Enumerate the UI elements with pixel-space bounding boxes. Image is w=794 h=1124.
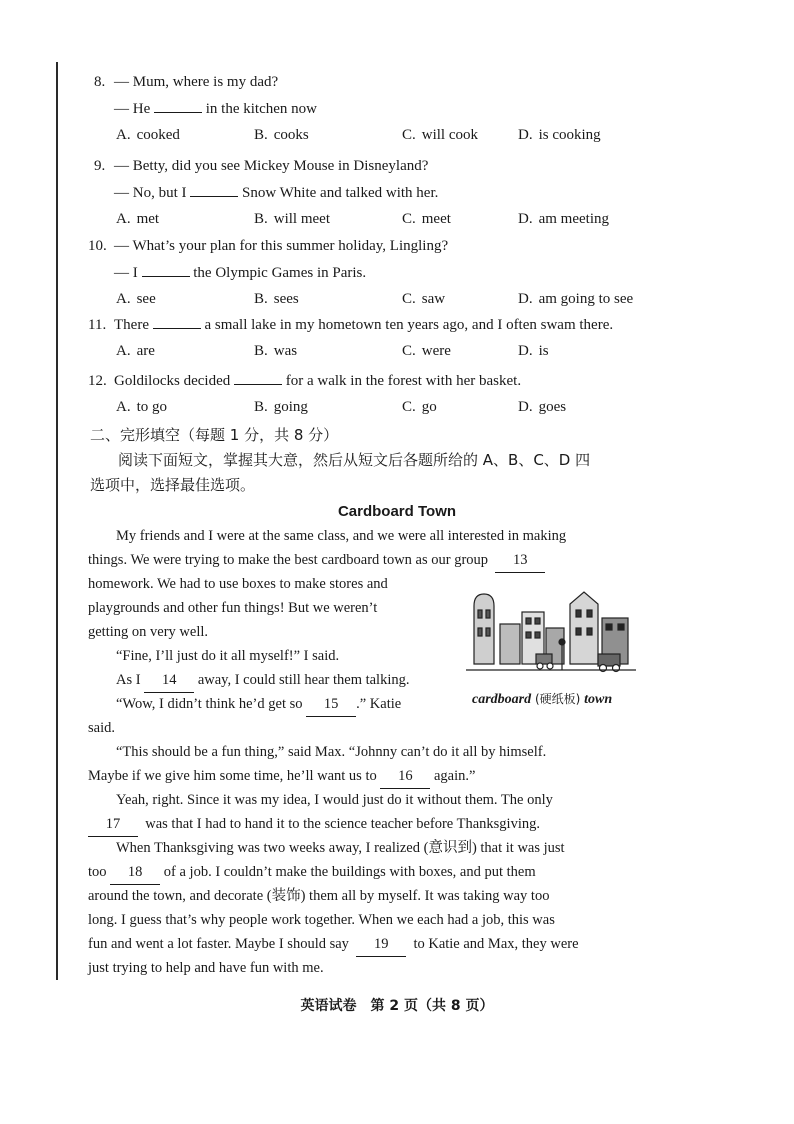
illustration-caption: cardboard (硬纸板) town (472, 692, 613, 707)
option-b: B. sees (254, 291, 299, 307)
option-c: C. were (402, 343, 451, 359)
blank-13: 13 (495, 548, 545, 573)
answer-blank (154, 98, 202, 113)
option-b: B. will meet (254, 211, 331, 227)
question-text: There (114, 317, 153, 333)
option-d: D. is (518, 343, 549, 359)
cardboard-town-illustration (466, 584, 636, 674)
passage-line: “Wow, I didn’t think he’d get so 15 .” Katie (116, 692, 401, 717)
option-a: A. see (116, 291, 156, 307)
question-text: the Olympic Games in Paris. (189, 265, 367, 281)
answer-blank (234, 370, 282, 385)
passage-line: too 18 of a job. I couldn’t make the buildings with boxes, and put them (88, 860, 536, 885)
passage-line: 17 was that I had to hand it to the science teacher before Thanksgiving. (88, 812, 540, 837)
passage-line: Yeah, right. Since it was my idea, I would just do it without them. The only (116, 792, 553, 808)
passage-line: My friends and I were at the same class, and we were all interested in making (116, 528, 567, 544)
passage-line: As I 14 away, I could still hear them talking. (116, 668, 410, 693)
option-a: A. are (116, 343, 155, 359)
page-footer: 英语试卷 第 2 页（共 8 页） (300, 998, 494, 1014)
question-text: — No, but I (114, 185, 191, 201)
option-b: B. cooks (254, 127, 309, 143)
question-8 (94, 72, 654, 147)
options-row (94, 125, 654, 147)
blank-16: 16 (380, 764, 430, 789)
passage-line: fun and went a lot faster. Maybe I should say 19 to Katie and Max, they were (88, 932, 579, 957)
passage-line: homework. We had to use boxes to make stores and (88, 576, 388, 592)
option-c: C. will cook (402, 127, 479, 143)
instruction-line: 阅读下面短文，掌握其大意，然后从短文后各题所给的 A、B、C、D 四 (118, 451, 591, 469)
question-text: for a walk in the forest with her basket. (281, 373, 522, 389)
question-10 (88, 236, 648, 311)
question-text: — I (114, 265, 142, 281)
blank-19: 19 (356, 932, 406, 957)
passage-line: When Thanksgiving was two weeks away, I realized (意识到) that it was just (116, 840, 565, 856)
passage-line: playgrounds and other fun things! But we weren’t (88, 600, 378, 616)
option-a: A. cooked (116, 127, 180, 143)
option-d: D. goes (518, 399, 567, 415)
question-line: — What’s your plan for this summer holiday, Lingling? (114, 238, 449, 254)
question-number: 9. (94, 158, 106, 174)
blank-17: 17 (88, 812, 138, 837)
option-a: A. to go (116, 399, 168, 415)
section-instructions (90, 448, 638, 498)
option-a: A. met (116, 211, 160, 227)
passage-line: Maybe if we give him some time, he’ll want us to 16 again.” (88, 764, 475, 789)
passage-line: long. I guess that’s why people work together. When we each had a job, this was (88, 912, 555, 928)
question-text: Snow White and talked with her. (238, 185, 439, 201)
passage-title: Cardboard Town (337, 503, 457, 520)
option-b: B. going (254, 399, 308, 415)
instruction-line: 选项中，选择最佳选项。 (90, 476, 256, 494)
answer-blank (153, 314, 201, 329)
question-12 (88, 370, 648, 419)
question-text: in the kitchen now (202, 101, 317, 117)
passage-line: around the town, and decorate (装饰) them all by myself. It was taking way too (88, 888, 550, 904)
passage-line: things. We were trying to make the best cardboard town as our group 13 (88, 548, 545, 573)
option-c: C. meet (402, 211, 451, 227)
blank-15: 15 (306, 692, 356, 717)
option-d: D. am meeting (518, 211, 609, 227)
question-number: 11. (88, 317, 107, 333)
passage-line: “Fine, I’ll just do it all myself!” I said. (116, 648, 340, 664)
question-number: 8. (94, 74, 106, 90)
margin-binding-line (56, 62, 58, 980)
passage-line: just trying to help and have fun with me. (88, 960, 324, 976)
passage-line: “This should be a fun thing,” said Max. “Johnny can’t do it all by himself. (116, 744, 547, 760)
question-9 (94, 156, 654, 231)
options-row (88, 341, 648, 363)
blank-18: 18 (110, 860, 160, 885)
option-b: B. was (254, 343, 298, 359)
question-number: 10. (88, 238, 107, 254)
answer-blank (190, 182, 238, 197)
options-row (88, 289, 648, 311)
question-line: — Mum, where is my dad? (114, 74, 279, 90)
options-row (94, 209, 654, 231)
option-c: C. saw (402, 291, 446, 307)
option-d: D. am going to see (518, 291, 634, 307)
section-heading: 二、完形填空（每题 1 分，共 8 分） (90, 426, 339, 444)
option-d: D. is cooking (518, 127, 601, 143)
question-text: — He (114, 101, 154, 117)
question-text: a small lake in my hometown ten years ago, and I often swam there. (200, 317, 614, 333)
blank-14: 14 (144, 668, 194, 693)
option-c: C. go (402, 399, 437, 415)
passage-line: getting on very well. (88, 624, 209, 640)
question-line: — Betty, did you see Mickey Mouse in Disneyland? (114, 158, 429, 174)
question-text: Goldilocks decided (114, 373, 234, 389)
passage-line: said. (88, 720, 115, 736)
question-number: 12. (88, 373, 107, 389)
answer-blank (142, 262, 190, 277)
question-11 (88, 314, 648, 363)
options-row (88, 397, 648, 419)
